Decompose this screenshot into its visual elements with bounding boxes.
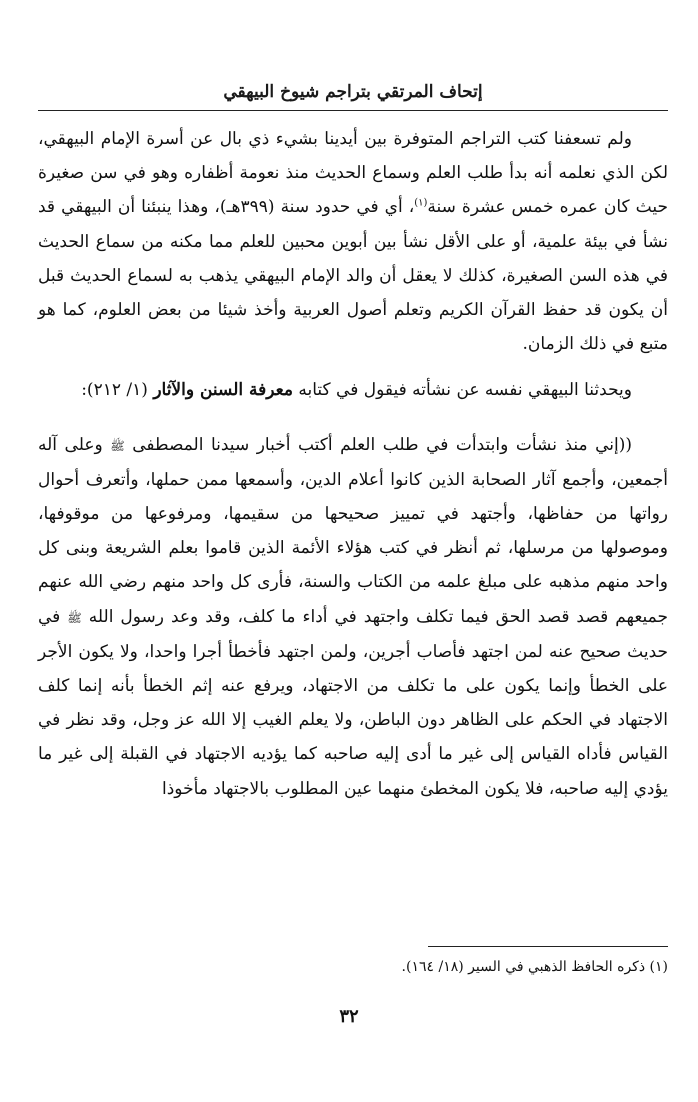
quotation-part-a: ((إني منذ نشأت وابتدأت في طلب العلم أكتب أخبار سيدنا المصطفى bbox=[132, 434, 633, 455]
running-header: إتحاف المرتقي بتراجم شيوخ البيهقي bbox=[223, 82, 483, 102]
book-title-marifat-al-sunan: معرفة السنن والآثار bbox=[153, 380, 293, 401]
quotation-part-b: وعلى آله أجمعين، وأجمع آثار الصحابة الذين كانوا أعلام الدين، وأسمعها ممن حملها، وأتعرف أحوال رواتها من حفاظها، وأجتهد في تمييز صحيحها من سقيمها، ومرفوعها من موقوفها، وموصولها من مرسلها، ثم أنظر في كتب هؤلاء الأئمة الذين قاموا بعلم الشريعة وبنى كل واحد منهم مذهبه على مبلغ علمه من الكتاب والسنة، فأرى كل واحد منهم رضي الله عنهم جميعهم قصد قصد الحق فيما تكلف واجتهد في أداء ما كلف، وقد وعد رسول الله bbox=[38, 434, 669, 627]
paragraph-quotation bbox=[38, 428, 668, 806]
salutation-glyph: ﷺ bbox=[110, 438, 125, 453]
paragraph-1-part-b: ، أي في حدود سنة (٣٩٩هـ)، وهذا ينبئنا أن البيهقي قد نشأ في بيئة علمية، أو على الأقل نشأ بين أبوين محبين للعلم مما مكنه من سماع الحديث في هذه السن الصغيرة، كذلك لا يعقل أن والد الإمام البيهقي يذهب به لسماع الحديث قبل أن يكون قد حفظ القرآن الكريم وتعلم أصول العربية وأخذ شيئا من بعض العلوم، كما هو متبع في ذلك الزمان. bbox=[38, 197, 668, 355]
body-text bbox=[38, 122, 668, 806]
footnote-1: (١) ذكره الحافظ الذهبي في السير (١٨/ ١٦٤). bbox=[401, 959, 668, 975]
paragraph-family-background bbox=[38, 122, 668, 361]
paragraph-2-part-a: ويحدثنا البيهقي نفسه عن نشأته فيقول في كتابه bbox=[298, 380, 632, 401]
salutation-glyph: ﷺ bbox=[67, 610, 82, 625]
paragraph-1-part-a: ولم تسعفنا كتب التراجم المتوفرة بين أيدينا بشيء ذي بال عن أسرة الإمام البيهقي، لكن الذي نعلمه أنه بدأ طلب العلم وسماع الحديث منذ نعومة أظفاره وهو في سن صغيرة حيث كان عمره خمس عشرة سنة bbox=[38, 129, 668, 218]
paragraph-upbringing-intro bbox=[38, 373, 668, 407]
footnote-separator bbox=[428, 946, 668, 947]
footnote-reference-1[interactable]: (١) bbox=[414, 197, 428, 209]
quotation-part-c: في حديث صحيح عنه لمن اجتهد فأصاب أجرين، ولمن اجتهد فأخطأ أجرا واحدا، ولا يكون الأجر على الخطأ وإنما يكون على ما تكلف من الاجتهاد، ويرفع عنه إثم الخطأ بأنه إنما كلف الاجتهاد في الحكم على الظاهر دون الباطن، ولا يعلم الغيب إلا الله عز وجل، وقد نظر في القياس فأداه القياس إلى غير ما أدى إليه صاحبه كما يؤديه الاجتهاد في القبلة إلى غير ما يؤدي إليه صاحبه، فلا يكون المخطئ منهما عين المطلوب بالاجتهاد مأخوذا bbox=[38, 606, 668, 799]
page-number: ٣٢ bbox=[339, 1006, 359, 1027]
header-rule bbox=[38, 110, 668, 111]
paragraph-2-citation: (١/ ٢١٢): bbox=[81, 380, 148, 401]
